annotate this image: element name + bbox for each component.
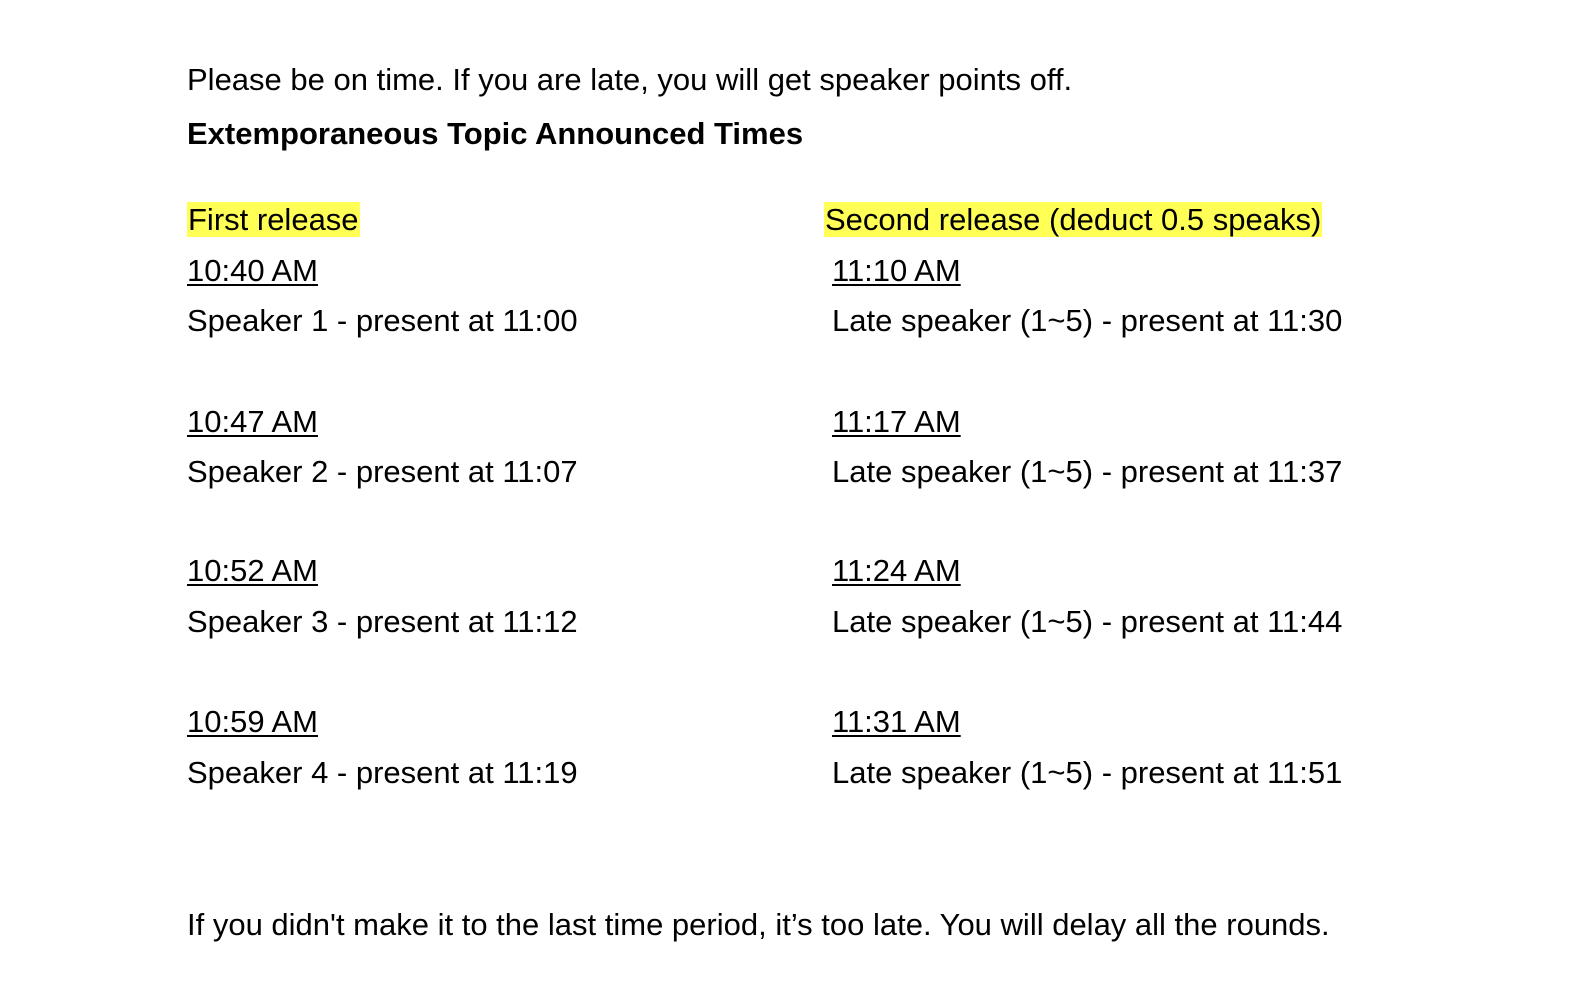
first-release-desc-1: Speaker 1 - present at 11:00 [187, 303, 578, 338]
first-release-time-2: 10:47 AM [187, 404, 318, 439]
first-release-desc-3: Speaker 3 - present at 11:12 [187, 604, 578, 639]
second-release-highlight: Second release (deduct 0.5 speaks) [825, 202, 1322, 237]
second-release-desc-4: Late speaker (1~5) - present at 11:51 [832, 755, 1343, 790]
footer-note: If you didn't make it to the last time period, it’s too late. You will delay all the rounds. [187, 907, 1330, 942]
first-release-highlight: First release [188, 202, 359, 237]
first-release-time-1: 10:40 AM [187, 253, 318, 288]
first-release-time-3: 10:52 AM [187, 553, 318, 588]
first-release-desc-4: Speaker 4 - present at 11:19 [187, 755, 578, 790]
intro-text: Please be on time. If you are late, you will get speaker points off. [187, 62, 1073, 97]
section-heading: Extemporaneous Topic Announced Times [187, 116, 804, 151]
second-release-time-3: 11:24 AM [832, 553, 961, 588]
first-release-time-4: 10:59 AM [187, 704, 318, 739]
second-release-desc-1: Late speaker (1~5) - present at 11:30 [832, 303, 1343, 338]
second-release-desc-3: Late speaker (1~5) - present at 11:44 [832, 604, 1343, 639]
second-release-time-1: 11:10 AM [832, 253, 961, 288]
second-release-desc-2: Late speaker (1~5) - present at 11:37 [832, 454, 1343, 489]
first-release-desc-2: Speaker 2 - present at 11:07 [187, 454, 578, 489]
second-release-time-4: 11:31 AM [832, 704, 961, 739]
second-release-time-2: 11:17 AM [832, 404, 961, 439]
second-release-label [824, 201, 1322, 239]
first-release-label [187, 201, 360, 239]
